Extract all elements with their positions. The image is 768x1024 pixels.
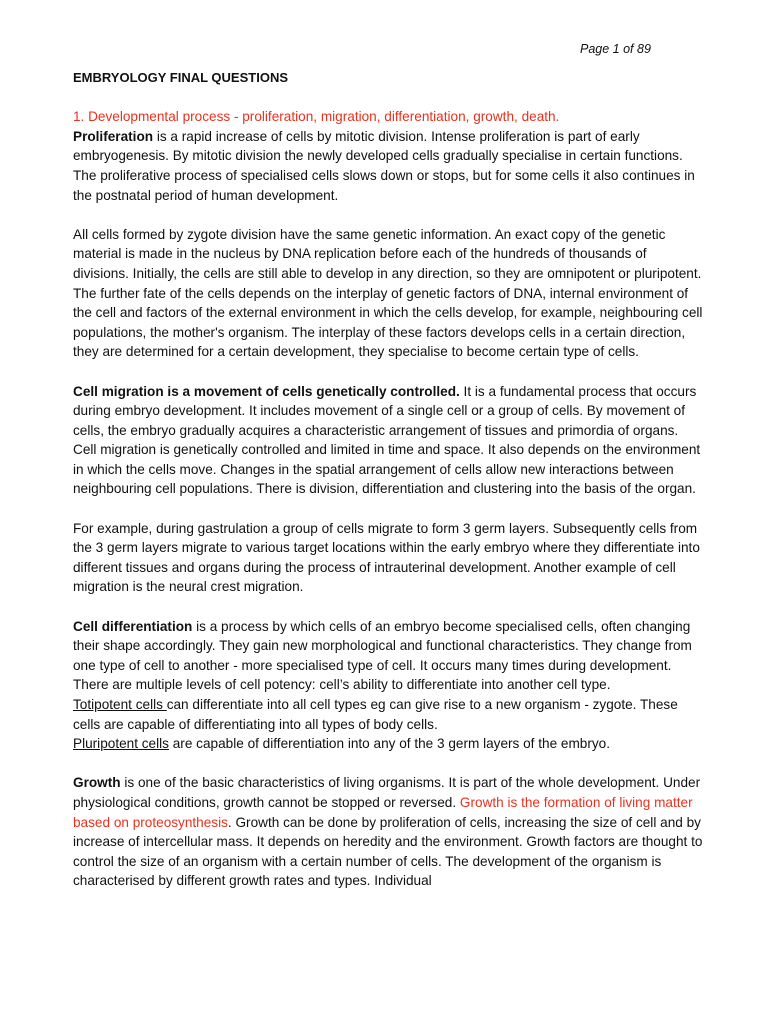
- totipotent-term: Totipotent cells: [73, 697, 167, 712]
- document-body: [73, 68, 703, 891]
- proliferation-paragraph: [73, 107, 703, 205]
- question-heading: 1. Developmental process - proliferation, migration, differentiation, growth, death.: [73, 109, 560, 125]
- document-title: EMBRYOLOGY FINAL QUESTIONS: [73, 70, 289, 85]
- growth-text-2: . Growth can be done by proliferation of cells, increasing the size of cell and by increase of intercellular mass. It depends on heredity and the environment. Growth factors are thought to control the size of an organism with a certain number of cells. The development of the organism is characterised by different growth rates and types. Individual: [73, 814, 703, 889]
- page-number: Page 1 of 89: [580, 42, 651, 56]
- zygote-paragraph: All cells formed by zygote division have the same genetic information. An exact copy of the genetic material is made in the nucleus by DNA replication before each of the hundreds of thousands of divisions. Initially, the cells are still able to develop in any direction, so they are omnipotent or pluripotent. The further fate of the cells depends on the interplay of genetic factors of DNA, internal environment of the cell and factors of the external environment in which the cells develop, for example, neighbouring cell populations, the mother's organism. The interplay of these factors develops cells in a certain direction, they are determined for a certain development, they specialise to become certain type of cells.: [73, 226, 703, 360]
- growth-text-1: is one of the basic characteristics of living organisms. It is part of the whole development. Under physiological conditions, growth cannot be stopped or reversed.: [73, 775, 701, 810]
- growth-highlight: Growth is the formation of living matter based on proteosynthesis: [73, 794, 693, 830]
- proliferation-term: Proliferation: [73, 128, 154, 144]
- differentiation-text: is a process by which cells of an embryo become specialised cells, often changing their shape accordingly. They gain new morphological and functional characteristics. They change from one type of cell to another - more specialised type of cell. It occurs many times during development. There are multiple levels of cell potency: cell’s ability to differentiate into another cell type.: [73, 618, 692, 693]
- differentiation-term: Cell differentiation: [73, 618, 193, 634]
- gastrulation-paragraph: For example, during gastrulation a group of cells migrate to form 3 germ layers. Subsequently cells from the 3 germ layers migrate to various target locations within the early embryo where they differentiate into different tissues and organs during the process of intrauterinal development. Another example of cell migration is the neural crest migration.: [73, 520, 700, 595]
- pluripotent-text: are capable of differentiation into any of the 3 germ layers of the embryo.: [168, 736, 611, 752]
- growth-paragraph: [73, 773, 703, 891]
- growth-term: Growth: [73, 775, 121, 791]
- migration-text: It is a fundamental process that occurs during embryo development. It includes movement of a single cell or a group of cells. By movement of cells, the embryo gradually acquires a characteristic arrangement of tissues and primordia of organs. Cell migration is genetically controlled and limited in time and space. It also depends on the environment in which the cells move. Changes in the spatial arrangement of cells allow new interactions between neighbouring cell populations. There is division, differentiation and clustering into the basis of the organ.: [73, 383, 701, 497]
- proliferation-text: is a rapid increase of cells by mitotic division. Intense proliferation is part of early embryogenesis. By mitotic division the newly developed cells gradually specialise in certain functions. The proliferative process of specialised cells slows down or stops, but for some cells it also continues in the postnatal period of human development.: [73, 128, 695, 203]
- differentiation-paragraph: [73, 617, 703, 754]
- migration-paragraph: [73, 382, 703, 500]
- pluripotent-term: Pluripotent cells: [73, 736, 169, 752]
- totipotent-text: can differentiate into all cell types eg can give rise to a new organism - zygote. These cells are capable of differentiating into all types of body cells.: [73, 697, 678, 732]
- migration-term: Cell migration is a movement of cells genetically controlled.: [73, 383, 460, 399]
